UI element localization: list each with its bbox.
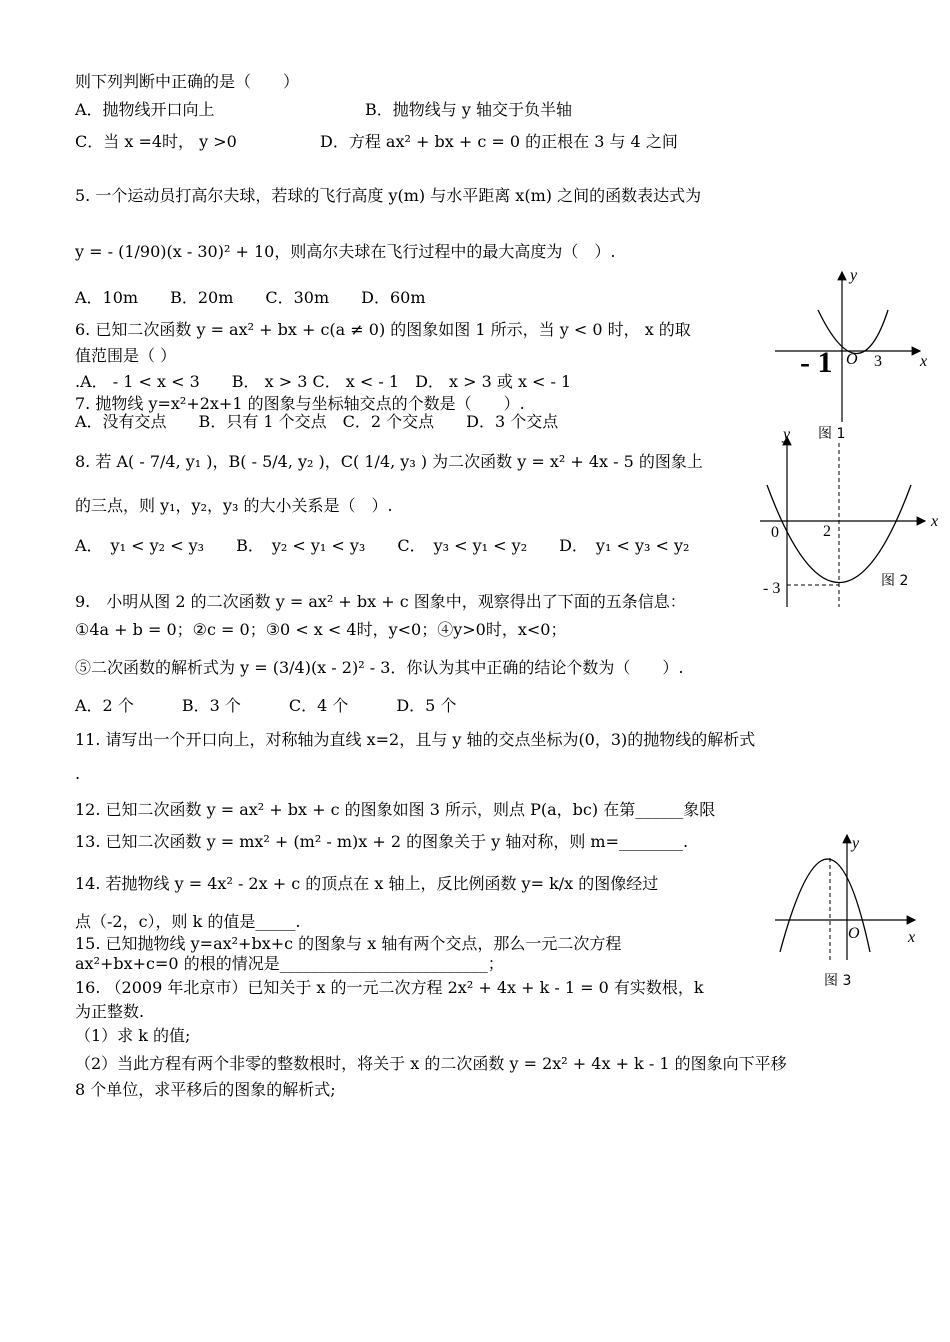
two-label: 2 <box>823 523 831 540</box>
figure-1-caption: 图 1 <box>818 426 846 442</box>
q4-option-c: C．当 x =4时， y >0 <box>75 132 237 151</box>
q9-info: ①4a + b = 0；②c = 0；③0 < x < 4时，y<0；④y>0时，x<0； <box>75 620 567 639</box>
q4-option-a: A．抛物线开口向上 <box>75 100 215 119</box>
minus-three-label: - 3 <box>763 580 781 597</box>
q14-stem-2: 点（-2，c），则 k 的值是_____. <box>75 912 301 931</box>
three-label: 3 <box>874 353 882 370</box>
q4-option-b: B．抛物线与 y 轴交于负半轴 <box>365 100 572 119</box>
q14-stem: 14. 若抛物线 y = 4x² - 2x + c 的顶点在 x 轴上，反比例函数 y= k/x 的图像经过 <box>75 874 659 893</box>
q13-stem: 13. 已知二次函数 y = mx² + (m² - m)x + 2 的图象关于 y 轴对称，则 m=________. <box>75 832 689 851</box>
x-label: x <box>908 929 916 946</box>
q9-stem: 9. 小明从图 2 的二次函数 y = ax² + bx + c 图象中，观察得出了下面的五条信息： <box>75 592 686 611</box>
origin-label: O <box>846 351 858 368</box>
q16-part-2b: 8 个单位，求平移后的图象的解析式; <box>75 1080 336 1099</box>
text-line: 则下列判断中正确的是（ ） <box>75 72 300 91</box>
q6-options: .A． - 1 < x < 3 B． x > 3 C． x < - 1 D． x > 3 或 x < - 1 <box>75 372 572 391</box>
q11-stem: 11. 请写出一个开口向上，对称轴为直线 x=2，且与 y 轴的交点坐标为(0，3)的抛物线的解析式 <box>75 730 756 749</box>
figure-2-caption: 图 2 <box>881 573 909 589</box>
zero-label: 0 <box>771 524 779 541</box>
q4-option-d: D．方程 ax² + bx + c = 0 的正根在 3 与 4 之间 <box>320 132 678 151</box>
q16-stem: 16. （2009 年北京市）已知关于 x 的一元二次方程 2x² + 4x + k - 1 = 0 有实数根，k <box>75 978 704 997</box>
q5-stem: 5. 一个运动员打高尔夫球，若球的飞行高度 y(m) 与水平距离 x(m) 之间的函数表达式为 <box>75 186 702 205</box>
q16-part-2: （2）当此方程有两个非零的整数根时，将关于 x 的二次函数 y = 2x² + 4x + k - 1 的图象向下平移 <box>75 1054 787 1073</box>
q16-stem-2: 为正整数. <box>75 1002 145 1021</box>
q15-stem-2: ax²+bx+c=0 的根的情况是__________________________； <box>75 954 504 973</box>
q7-options: A．没有交点 B．只有 1 个交点 C．2 个交点 D．3 个交点 <box>75 412 559 431</box>
figure-1 <box>770 262 945 442</box>
figure-3 <box>770 830 945 995</box>
q7-stem: 7. 抛物线 y=x²+2x+1 的图象与坐标轴交点的个数是（ ）. <box>75 394 525 413</box>
x-label: x <box>920 353 928 370</box>
q6-stem-2: 值范围是（ ） <box>75 346 177 365</box>
y-label: y <box>783 426 791 443</box>
q8-options: A． y₁ < y₂ < y₃ B． y₂ < y₁ < y₃ C． y₃ < y₁ < y₂ D． y₁ < y₃ < y₂ <box>75 536 690 555</box>
figure-2 <box>755 425 945 610</box>
q12-stem: 12. 已知二次函数 y = ax² + bx + c 的图象如图 3 所示，则点 P(a，bc) 在第______象限 <box>75 800 716 819</box>
figure-3-caption: 图 3 <box>824 973 852 989</box>
q5-options: A．10m B．20m C．30m D．60m <box>75 288 426 307</box>
q9-options: A．2 个 B．3 个 C．4 个 D．5 个 <box>75 696 457 715</box>
q9-info-5: ⑤二次函数的解析式为 y = (3/4)(x - 2)² - 3．你认为其中正确的结论个数为（ ）. <box>75 658 684 677</box>
y-label: y <box>852 835 860 852</box>
minus-one-label: - 1 <box>800 346 833 379</box>
q11-end: . <box>75 764 81 783</box>
q8-stem-2: 的三点，则 y₁，y₂，y₃ 的大小关系是（ ）. <box>75 496 393 515</box>
q8-stem: 8. 若 A( - 7/4, y₁ )，B( - 5/4, y₂ )，C( 1/4, y₃ ) 为二次函数 y = x² + 4x - 5 的图象上 <box>75 452 703 471</box>
y-label: y <box>850 267 858 284</box>
q6-stem: 6. 已知二次函数 y = ax² + bx + c(a ≠ 0) 的图象如图 1 所示，当 y < 0 时， x 的取 <box>75 320 691 339</box>
q15-stem: 15. 已知抛物线 y=ax²+bx+c 的图象与 x 轴有两个交点，那么一元二次方程 <box>75 934 622 953</box>
q5-formula: y = - (1/90)(x - 30)² + 10，则高尔夫球在飞行过程中的最大高度为（ ）. <box>75 242 616 261</box>
q16-part-1: （1）求 k 的值; <box>75 1026 191 1045</box>
x-label: x <box>931 513 939 530</box>
origin-label: O <box>848 925 860 942</box>
